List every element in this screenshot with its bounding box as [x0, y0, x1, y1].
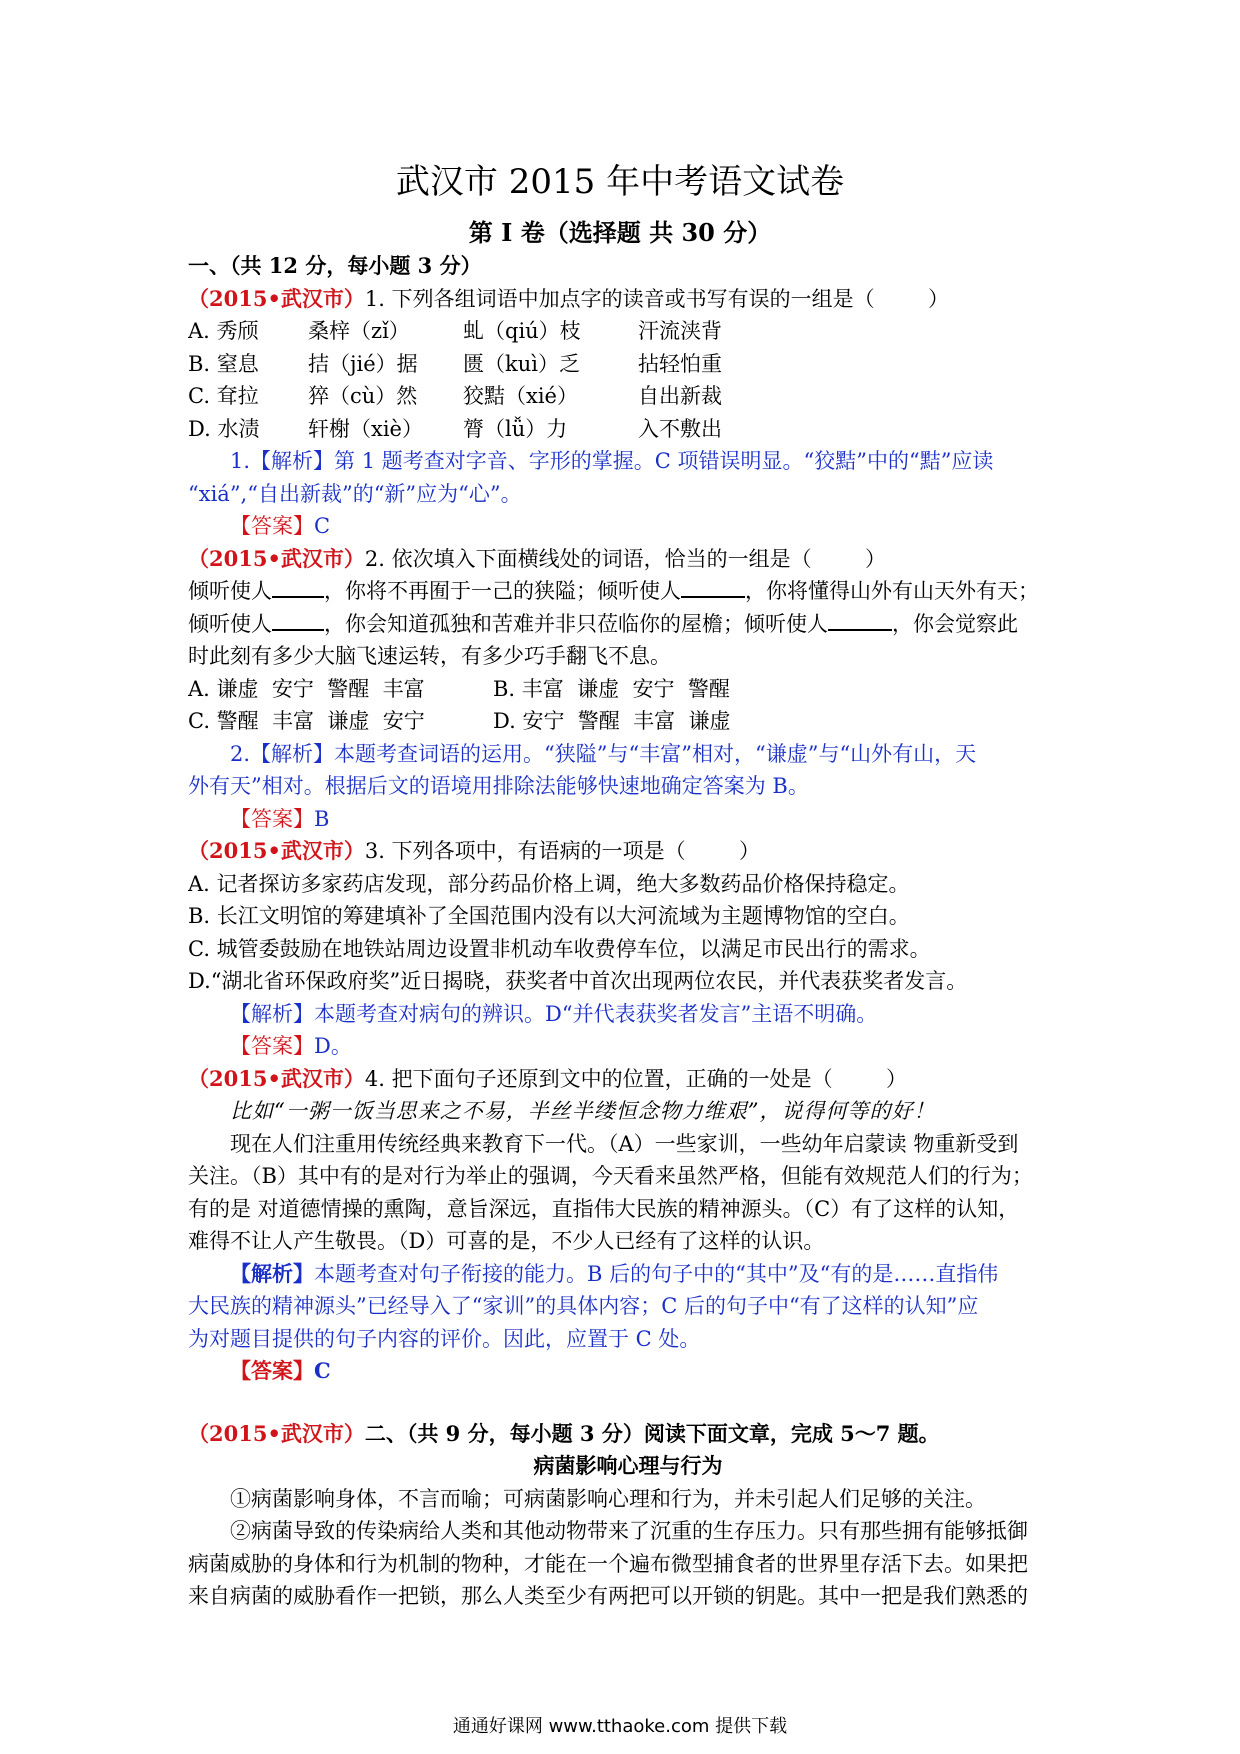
- section-spacer: [188, 1388, 1068, 1418]
- q2-options-row1: A. 谦虚 安宁 警醒 丰富 B. 丰富 谦虚 安宁 警醒: [188, 676, 730, 701]
- q4-analysis-line3: 为对题目提供的句子内容的评价。因此，应置于 C 处。: [188, 1326, 701, 1351]
- q1-analysis-line2: “xiá”,“自出新裁”的“新”应为“心”。: [188, 481, 522, 506]
- q1-analysis-line1: 1.【解析】第 1 题考查对字音、字形的掌握。C 项错误明显。“狡黠”中的“黠”应读: [230, 449, 994, 473]
- section1-heading: 一、（共 12 分，每小题 3 分）: [188, 253, 482, 278]
- q2-stem-line: [188, 543, 1068, 576]
- q4-source: （2015•武汉市）: [188, 1065, 365, 1091]
- q4-passage-line1: 现在人们注重用传统经典来教育下一代。（A）一些家训，一些幼年启蒙读 物重新受到: [230, 1131, 1019, 1156]
- q4-analysis-line1: 【解析】本题考查对句子衔接的能力。B 后的句子中的“其中”及“有的是……直指伟: [230, 1260, 999, 1286]
- q4-stem: 4. 把下面句子还原到文中的位置，正确的一处是（ ）: [364, 1066, 907, 1091]
- q2-passage-line3: 时此刻有多少大脑飞速运转，有多少巧手翻飞不息。: [188, 644, 671, 668]
- article-para2-line2: 病菌威胁的身体和行为机制的物种，才能在一个遍布微型捕食者的世界里存活下去。如果把: [188, 1551, 1028, 1576]
- page-footer: 通通好课网 www.tthaoke.com 提供下载: [452, 1716, 788, 1737]
- q2-answer: 【答案】B: [230, 806, 330, 831]
- q3-analysis: 【解析】本题考查对病句的辨识。D“并代表获奖者发言”主语不明确。: [230, 1001, 878, 1026]
- q1-answer: 【答案】C: [230, 514, 331, 538]
- q3-option-d: D.“湖北省环保政府奖”近日揭晓，获奖者中首次出现两位农民，并代表获奖者发言。: [188, 969, 968, 993]
- q4-passage-line3: 有的是 对道德情操的熏陶，意旨深远，直指伟大民族的精神源头。（C）有了这样的认知，: [188, 1196, 1020, 1221]
- q1-source: （2015•武汉市）: [188, 285, 365, 311]
- q4-stem-line: [188, 1063, 1068, 1096]
- q1-stem: 1. 下列各组词语中加点字的读音或书写有误的一组是（ ）: [364, 286, 949, 311]
- q2-analysis-line1: 2.【解析】本题考查词语的运用。“狭隘”与“丰富”相对，“谦虚”与“山外有山，天: [230, 741, 977, 766]
- q1-option-a: A. 秀颀 桑梓（zǐ） 虬（qiú）枝 汗流浃背: [188, 319, 722, 343]
- section2-heading: 二、（共 9 分，每小题 3 分）阅读下面文章，完成 5～7 题。: [364, 1420, 940, 1446]
- q4-answer: 【答案】C: [230, 1358, 331, 1383]
- q4-passage-line2: 关注。（B）其中有的是对行为举止的强调，今天看来虽然严格，但能有效规范人们的行为；: [188, 1164, 1033, 1188]
- article-title: 病菌影响心理与行为: [533, 1453, 723, 1478]
- q1-option-d: D. 水渍 轩榭（xiè） 膂（lǚ）力 入不敷出: [188, 416, 722, 441]
- q3-source: （2015•武汉市）: [188, 838, 365, 863]
- q4-quote: 比如“一粥一饭当思来之不易，半丝半缕恒念物力维艰”，说得何等的好！: [230, 1099, 936, 1123]
- article-para2-line3: 来自病菌的威胁看作一把锁，那么人类至少有两把可以开锁的钥匙。其中一把是我们熟悉的: [188, 1584, 1028, 1608]
- q3-answer: 【答案】D。: [230, 1034, 352, 1058]
- q2-source: （2015•武汉市）: [188, 545, 365, 571]
- section2-source: （2015•武汉市）: [188, 1420, 365, 1446]
- q3-stem-line: [188, 835, 1068, 868]
- q2-passage-line2: 倾听使人 ，你会知道孤独和苦难并非只莅临你的屋檐；倾听使人 ，你会觉察此: [188, 608, 1068, 641]
- q2-analysis-line2: 外有天”相对。根据后文的语境用排除法能够快速地确定答案为 B。: [188, 774, 809, 798]
- section2-heading-line: [188, 1418, 1068, 1451]
- page-title: 武汉市 2015 年中考语文试卷: [395, 162, 845, 202]
- q2-stem: 2. 依次填入下面横线处的词语，恰当的一组是（ ）: [364, 546, 886, 571]
- q1-option-b: B. 窒息 拮（jié）据 匮（kuì）乏 拈轻怕重: [188, 351, 722, 376]
- q1-option-c: C. 耷拉 猝（cù）然 狡黠（xié） 自出新裁: [188, 384, 722, 408]
- q3-option-a: A. 记者探访多家药店发现，部分药品价格上调，绝大多数药品价格保持稳定。: [188, 871, 910, 896]
- q2-blank-1: [272, 576, 324, 598]
- q2-passage-line1: 倾听使人 ，你将不再囿于一己的狭隘；倾听使人 ，你将懂得山外有山天外有天；: [188, 575, 1068, 608]
- q3-stem: 3. 下列各项中，有语病的一项是（ ）: [364, 839, 760, 863]
- page-subtitle: 第 I 卷（选择题 共 30 分）: [468, 218, 772, 247]
- article-para1: ①病菌影响身体，不言而喻；可病菌影响心理和行为，并未引起人们足够的关注。: [230, 1486, 986, 1511]
- q2-options-row2: C. 警醒 丰富 谦虚 安宁 D. 安宁 警醒 丰富 谦虚: [188, 709, 731, 733]
- q1-stem-line: [188, 283, 1068, 316]
- q2-blank-4: [828, 609, 892, 631]
- q4-passage-line4: 难得不让人产生敬畏。（D）可喜的是，不少人已经有了这样的认识。: [188, 1229, 825, 1253]
- q2-blank-3: [272, 609, 324, 631]
- exam-body: [188, 250, 1068, 1613]
- q3-option-b: B. 长江文明馆的筹建填补了全国范围内没有以大河流域为主题博物馆的空白。: [188, 904, 910, 928]
- q4-analysis-line2: 大民族的精神源头”已经导入了“家训”的具体内容；C 后的句子中“有了这样的认知”应: [188, 1294, 979, 1318]
- q3-option-c: C. 城管委鼓励在地铁站周边设置非机动车收费停车位，以满足市民出行的需求。: [188, 936, 931, 961]
- article-para2-line1: ②病菌导致的传染病给人类和其他动物带来了沉重的生存压力。只有那些拥有能够抵御: [230, 1519, 1028, 1543]
- q2-blank-2: [681, 576, 745, 598]
